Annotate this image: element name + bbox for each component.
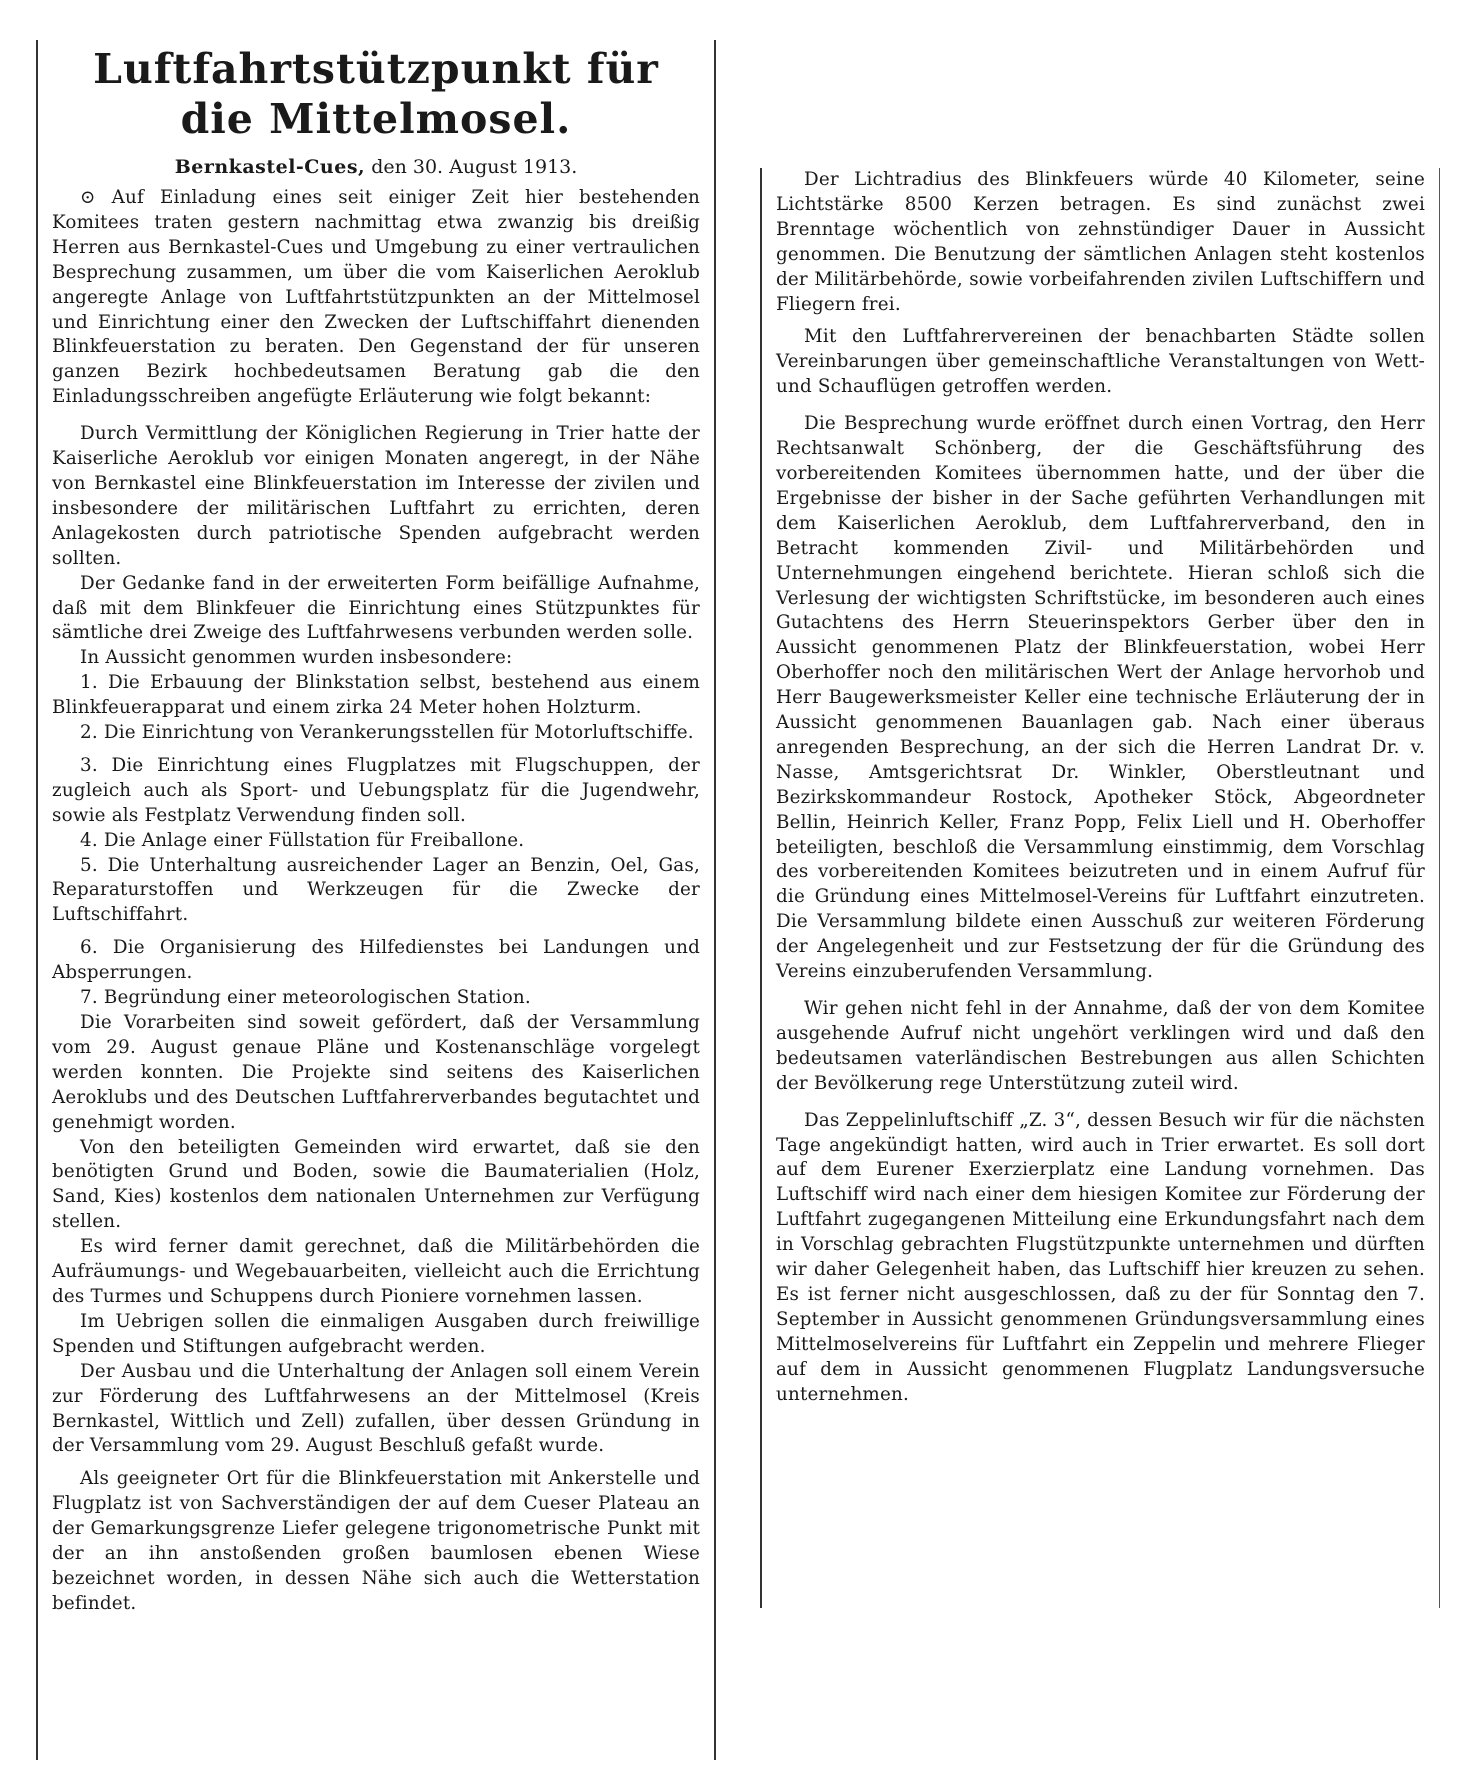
paragraph: Die Besprechung wurde eröffnet durch einen Vortrag, den Herr Rechtsanwalt Schönberg, der die Geschäftsführung des vorbereitenden Komitees übernommen hatte, und der über die Ergebnisse der bisher in der Sache geführten Verhandlungen mit dem Kaiserlichen Aeroklub, dem Luftfahrerverband, den in Betracht kommenden Zivil- und Militärbehörden und Unternehmungen eingehend berichtete. Hieran schloß sich die Verlesung der wichtigsten Schriftstücke, im besonderen auch eines Gutachtens des Herrn Steuerinspektors Gerber über den in Aussicht genommenen Platz der Blinkfeuerstation, wobei Herr Oberhoffer noch den militärischen Wert der Anlage hervorhob und Herr Baugewerksmeister Keller eine technische Erläuterung der in Aussicht genommenen Bauanlagen gab. Nach einer überaus anregenden Besprechung, an der sich die Herren Landrat Dr. v. Nasse, Amtsgerichtsrat Dr. Winkler, Oberstleutnant und Bezirkskommandeur Rostock, Apotheker Stöck, Abgeordneter Bellin, Heinrich Keller, Franz Popp, Felix Liell und H. Oberhoffer beteiligten, beschloß die Versammlung einstimmig, dem Vorschlag des vorbereitenden Komitees beizutreten und in einem Aufruf für die Gründung eines Mittelmosel-Vereins für Luftfahrt einzutreten. Die Versammlung bildete einen Ausschuß zur weiteren Förderung der Angelegenheit und zur Festsetzung der für die Gründung des Vereins einzuberufenden Versammlung.: [776, 413, 1425, 983]
paragraph: 4. Die Anlage einer Füllstation für Freiballone.: [80, 829, 525, 851]
paragraph: Der Gedanke fand in der erweiterten Form beifällige Aufnahme, daß mit dem Blinkfeuer die Einrichtung eines Stützpunktes für sämtliche drei Zweige des Luftfahrwesens verbunden werden solle.: [52, 572, 700, 644]
right-column: [760, 168, 1440, 1608]
paragraph: 5. Die Unterhaltung ausreichender Lager an Benzin, Oel, Gas, Reparaturstoffen und Werkzeugen für die Zwecke der Luftschiffahrt.: [52, 854, 700, 926]
dateline-date: den 30. August 1913.: [371, 156, 578, 178]
paragraph: Das Zeppelinluftschiff „Z. 3“, dessen Besuch wir für die nächsten Tage angekündigt hatten, wird auch in Trier erwartet. Es soll dort auf dem Eurener Exerzierplatz eine Landung vornehmen. Das Luftschiff wird nach einer dem hiesigen Komitee zur Förderung der Luftfahrt zugegangenen Mitteilung eine Erkundungsfahrt nach dem in Vorschlag gebrachten Flugstützpunkte unternehmen und dürften wir daher Gelegenheit haben, das Luftschiff hier kreuzen zu sehen. Es ist ferner nicht ausgeschlossen, daß zu der für Sonntag den 7. September in Aussicht genommenen Gründungsversammlung eines Mittelmoselvereins für Luftfahrt ein Zeppelin und mehrere Flieger auf dem in Aussicht genommenen Flugplatz Landungsversuche unternehmen.: [776, 1109, 1425, 1405]
paragraph: Durch Vermittlung der Königlichen Regierung in Trier hatte der Kaiserliche Aeroklub vor einigen Monaten angeregt, in der Nähe von Bernkastel eine Blinkfeuerstation im Interesse der zivilen und insbesondere der militärischen Luftfahrt zu errichten, deren Anlagekosten durch patriotische Spenden aufgebracht werden sollten.: [52, 423, 700, 569]
paragraph: 3. Die Einrichtung eines Flugplatzes mit Flugschuppen, der zugleich auch als Sport- und Uebungsplatz für die Jugendwehr, sowie als Festplatz Verwendung finden soll.: [52, 754, 700, 826]
dateline-place: Bernkastel-Cues,: [174, 156, 366, 178]
paragraph: In Aussicht genommen wurden insbesondere:: [80, 647, 513, 669]
paragraph: Die Vorarbeiten sind soweit gefördert, daß der Versammlung vom 29. August genaue Pläne und Kostenanschläge vorgelegt werden konnten. Die Projekte sind seitens des Kaiserlichen Aeroklubs und des Deutschen Luftfahrerverbandes begutachtet und genehmigt worden.: [52, 1012, 700, 1133]
article-title: Luftfahrtstützpunkt für die Mittelmosel.: [93, 45, 659, 143]
paragraph: 2. Die Einrichtung von Verankerungsstellen für Motorluftschiffe.: [80, 722, 694, 744]
paragraph: Der Lichtradius des Blinkfeuers würde 40 Kilometer, seine Lichtstärke 8500 Kerzen betragen. Es sind zunächst zwei Brenntage wöchentlich von zehnstündiger Dauer in Aussicht genommen. Die Benutzung der sämtlichen Anlagen steht kostenlos der Militärbehörde, sowie vorbeifahrenden zivilen Luftschiffern und Fliegern frei.: [776, 169, 1425, 315]
paragraph: Der Ausbau und die Unterhaltung der Anlagen soll einem Verein zur Förderung des Luftfahrwesens an der Mittelmosel (Kreis Bernkastel, Wittlich und Zell) zufallen, über dessen Gründung in der Versammlung vom 29. August Beschluß gefaßt wurde.: [52, 1360, 700, 1457]
left-column: [36, 40, 716, 1760]
paragraph: 1. Die Erbauung der Blinkstation selbst, bestehend aus einem Blinkfeuerapparat und einem zirka 24 Meter hohen Holzturm.: [52, 672, 700, 719]
paragraph: Von den beteiligten Gemeinden wird erwartet, daß sie den benötigten Grund und Boden, sowie die Baumaterialien (Holz, Sand, Kies) kostenlos dem nationalen Unternehmen zur Verfügung stellen.: [52, 1136, 700, 1233]
paragraph: Es wird ferner damit gerechnet, daß die Militärbehörden die Aufräumungs- und Wegebauarbeiten, vielleicht auch die Errichtung des Turmes und Schuppens durch Pioniere vornehmen lassen.: [52, 1236, 700, 1307]
paragraph: 6. Die Organisierung des Hilfedienstes bei Landungen und Absperrungen.: [52, 937, 700, 984]
paragraph: Als geeigneter Ort für die Blinkfeuerstation mit Ankerstelle und Flugplatz ist von Sachverständigen der auf dem Cueser Plateau an der Gemarkungsgrenze Liefer gelegene trigonometrische Punkt mit der an ihn anstoßenden großen baumlosen ebenen Wiese bezeichnet worden, in dessen Nähe sich auch die Wetterstation befindet.: [52, 1468, 700, 1614]
paragraph: Wir gehen nicht fehl in der Annahme, daß der von dem Komitee ausgehende Aufruf nicht ungehört verklingen wird und daß den bedeutsamen vaterländischen Bestrebungen aus allen Schichten der Bevölkerung rege Unterstützung zuteil wird.: [776, 998, 1425, 1094]
paragraph: ⊙ Auf Einladung eines seit einiger Zeit hier bestehenden Komitees traten gestern nachmittag etwa zwanzig bis dreißig Herren aus Bernkastel-Cues und Umgebung zu einer vertraulichen Besprechung zusammen, um über die vom Kaiserlichen Aeroklub angeregte Anlage von Luftfahrtstützpunkten an der Mittelmosel und Einrichtung einer den Zwecken der Luftschiffahrt dienenden Blinkfeuerstation zu beraten. Den Gegenstand der für unseren ganzen Bezirk hochbedeutsamen Beratung gab die den Einladungsschreiben angefügte Erläuterung wie folgt bekannt:: [52, 187, 700, 408]
dateline: [52, 154, 700, 180]
paragraph: Mit den Luftfahrervereinen der benachbarten Städte sollen Vereinbarungen über gemeinschaftliche Veranstaltungen von Wett- und Schauflügen getroffen werden.: [776, 326, 1425, 398]
paragraph: Im Uebrigen sollen die einmaligen Ausgaben durch freiwillige Spenden und Stiftungen aufgebracht werden.: [52, 1310, 700, 1357]
paragraph: 7. Begründung einer meteorologischen Station.: [80, 987, 531, 1009]
